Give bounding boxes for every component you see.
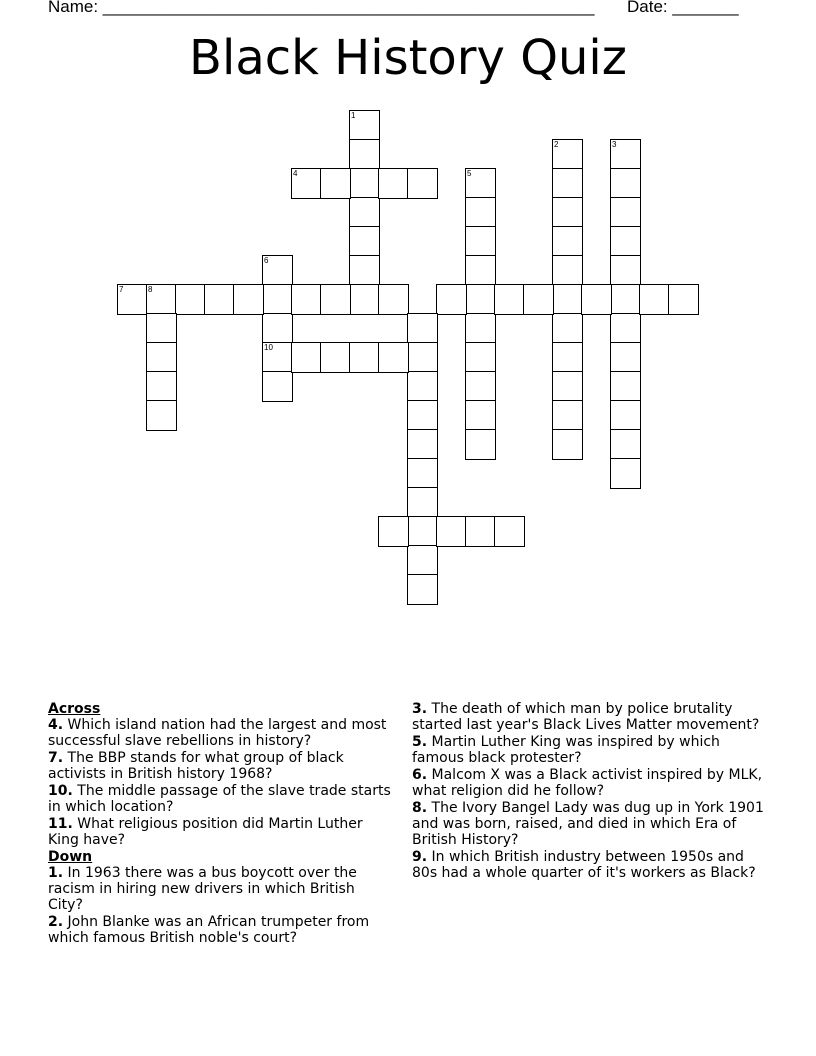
crossword-cell[interactable]: [610, 371, 641, 402]
clue-text: Which island nation had the largest and most successful slave rebellions in history?: [48, 717, 387, 749]
clue-number-label: 1: [351, 111, 356, 120]
crossword-cell[interactable]: [523, 284, 554, 315]
clue-number-label: 3: [612, 140, 617, 149]
crossword-cell[interactable]: [465, 342, 496, 373]
clue-text: Martin Luther King was inspired by which famous black protester?: [412, 734, 720, 766]
crossword-cell[interactable]: [262, 342, 293, 373]
crossword-cell[interactable]: [349, 284, 380, 315]
crossword-cell[interactable]: [436, 284, 467, 315]
crossword-cell[interactable]: [639, 284, 670, 315]
clue-number: 10.: [48, 783, 73, 799]
crossword-cell[interactable]: [552, 284, 583, 315]
crossword-cell[interactable]: [494, 516, 525, 547]
clue-number-label: 8: [148, 285, 153, 294]
crossword-cell[interactable]: [146, 400, 177, 431]
clue-number: 2.: [48, 914, 64, 930]
clue-text: John Blanke was an African trumpeter from which famous British noble's court?: [48, 914, 370, 946]
crossword-cell[interactable]: [320, 168, 351, 199]
crossword-cell[interactable]: [407, 313, 438, 344]
crossword-cell[interactable]: [494, 284, 525, 315]
crossword-cell[interactable]: [320, 342, 351, 373]
crossword-cell[interactable]: [146, 313, 177, 344]
crossword-cell[interactable]: [465, 516, 496, 547]
crossword-cell[interactable]: [610, 284, 641, 315]
clue-number-label: 10: [264, 343, 273, 352]
clue-text: Malcom X was a Black activist inspired by MLK, what religion did he follow?: [412, 767, 763, 799]
crossword-cell[interactable]: [407, 371, 438, 402]
clue-number: 1.: [48, 865, 64, 881]
clue-down-1: [48, 865, 393, 913]
crossword-cell[interactable]: [668, 284, 699, 315]
crossword-cell[interactable]: [349, 168, 380, 199]
crossword-cell[interactable]: [349, 226, 380, 257]
crossword-cell[interactable]: [610, 168, 641, 199]
crossword-cell[interactable]: [378, 168, 409, 199]
clue-number: 7.: [48, 750, 64, 766]
crossword-cell[interactable]: [610, 313, 641, 344]
crossword-cell[interactable]: [262, 371, 293, 402]
crossword-cell[interactable]: [552, 342, 583, 373]
crossword-cell[interactable]: [349, 255, 380, 286]
crossword-cell[interactable]: [465, 168, 496, 199]
crossword-cell[interactable]: [610, 342, 641, 373]
crossword-cell[interactable]: [407, 487, 438, 518]
crossword-cell[interactable]: [465, 197, 496, 228]
crossword-cell[interactable]: [552, 168, 583, 199]
clue-down-9: [412, 849, 772, 881]
crossword-cell[interactable]: [552, 255, 583, 286]
crossword-cell[interactable]: [581, 284, 612, 315]
clue-text: The death of which man by police brutality started last year's Black Lives Matter movement?: [412, 701, 760, 733]
clue-number: 5.: [412, 734, 428, 750]
clue-down-3: [412, 701, 772, 733]
crossword-cell[interactable]: [407, 545, 438, 576]
clue-across-7: [48, 750, 393, 782]
clues-left-column: [48, 701, 393, 947]
crossword-cell[interactable]: [262, 255, 293, 286]
crossword-cell[interactable]: [146, 371, 177, 402]
crossword-cell[interactable]: [407, 400, 438, 431]
clue-across-4: [48, 717, 393, 749]
clue-number-label: 4: [293, 169, 298, 178]
crossword-cell[interactable]: [610, 226, 641, 257]
clue-down-5: [412, 734, 772, 766]
clue-number-label: 2: [554, 140, 559, 149]
crossword-cell[interactable]: [291, 342, 322, 373]
crossword-cell[interactable]: [175, 284, 206, 315]
crossword-cell[interactable]: [378, 342, 409, 373]
crossword-cell[interactable]: [610, 429, 641, 460]
crossword-cell[interactable]: [233, 284, 264, 315]
crossword-cell[interactable]: [610, 139, 641, 170]
crossword-cell[interactable]: [349, 139, 380, 170]
crossword-cell[interactable]: [407, 168, 438, 199]
crossword-cell[interactable]: [291, 168, 322, 199]
clue-number-label: 7: [119, 285, 124, 294]
clue-across-11: [48, 816, 393, 848]
crossword-cell[interactable]: [465, 284, 496, 315]
crossword-cell[interactable]: [349, 342, 380, 373]
crossword-cell[interactable]: [146, 284, 177, 315]
crossword-cell[interactable]: [465, 400, 496, 431]
crossword-cell[interactable]: [610, 400, 641, 431]
crossword-cell[interactable]: [552, 139, 583, 170]
crossword-cell[interactable]: [465, 255, 496, 286]
crossword-cell[interactable]: [610, 255, 641, 286]
clue-number: 8.: [412, 800, 428, 816]
crossword-cell[interactable]: [378, 284, 409, 315]
date-field-label: Date: _______: [627, 0, 739, 16]
crossword-cell[interactable]: [204, 284, 235, 315]
crossword-cell[interactable]: [552, 197, 583, 228]
crossword-cell[interactable]: [262, 313, 293, 344]
clue-down-6: [412, 767, 772, 799]
clue-number: 3.: [412, 701, 428, 717]
crossword-cell[interactable]: [552, 371, 583, 402]
crossword-cell[interactable]: [610, 197, 641, 228]
clue-down-8: [412, 800, 772, 848]
crossword-cell[interactable]: [436, 516, 467, 547]
clue-text: The middle passage of the slave trade starts in which location?: [48, 783, 391, 815]
clue-across-10: [48, 783, 393, 815]
crossword-cell[interactable]: [465, 313, 496, 344]
clue-text: In 1963 there was a bus boycott over the racism in hiring new drivers in which British City?: [48, 865, 357, 913]
crossword-cell[interactable]: [349, 197, 380, 228]
clue-number: 6.: [412, 767, 428, 783]
down-heading: Down: [48, 849, 93, 865]
clue-text: The Ivory Bangel Lady was dug up in York 1901 and was born, raised, and died in which Era of British History?: [412, 800, 764, 848]
crossword-cell[interactable]: [552, 313, 583, 344]
crossword-cell[interactable]: [407, 429, 438, 460]
crossword-cell[interactable]: [407, 458, 438, 489]
crossword-cell[interactable]: [552, 429, 583, 460]
crossword-cell[interactable]: [378, 516, 409, 547]
clue-number-label: 6: [264, 256, 269, 265]
crossword-cell[interactable]: [407, 574, 438, 605]
clue-number-label: 5: [467, 169, 472, 178]
across-heading: Across: [48, 701, 101, 717]
crossword-cell[interactable]: [320, 284, 351, 315]
clue-text: What religious position did Martin Luther King have?: [48, 816, 363, 848]
clues-right-column: [412, 701, 772, 882]
crossword-cell[interactable]: [610, 458, 641, 489]
page-title: Black History Quiz: [189, 30, 627, 86]
crossword-cell[interactable]: [262, 284, 293, 315]
crossword-cell[interactable]: [291, 284, 322, 315]
crossword-cell[interactable]: [407, 516, 438, 547]
crossword-cell[interactable]: [552, 226, 583, 257]
name-field-label: Name: ____________________________________________________: [48, 0, 595, 16]
crossword-cell[interactable]: [465, 226, 496, 257]
crossword-cell[interactable]: [465, 371, 496, 402]
clue-text: The BBP stands for what group of black activists in British history 1968?: [48, 750, 344, 782]
crossword-cell[interactable]: [349, 110, 380, 141]
crossword-cell[interactable]: [117, 284, 148, 315]
clue-number: 4.: [48, 717, 64, 733]
clue-down-2: [48, 914, 393, 946]
crossword-cell[interactable]: [552, 400, 583, 431]
crossword-cell[interactable]: [407, 342, 438, 373]
crossword-cell[interactable]: [465, 429, 496, 460]
clue-number: 9.: [412, 849, 428, 865]
clue-text: In which British industry between 1950s and 80s had a whole quarter of it's workers as Black?: [412, 849, 756, 881]
crossword-cell[interactable]: [146, 342, 177, 373]
clue-number: 11.: [48, 816, 73, 832]
